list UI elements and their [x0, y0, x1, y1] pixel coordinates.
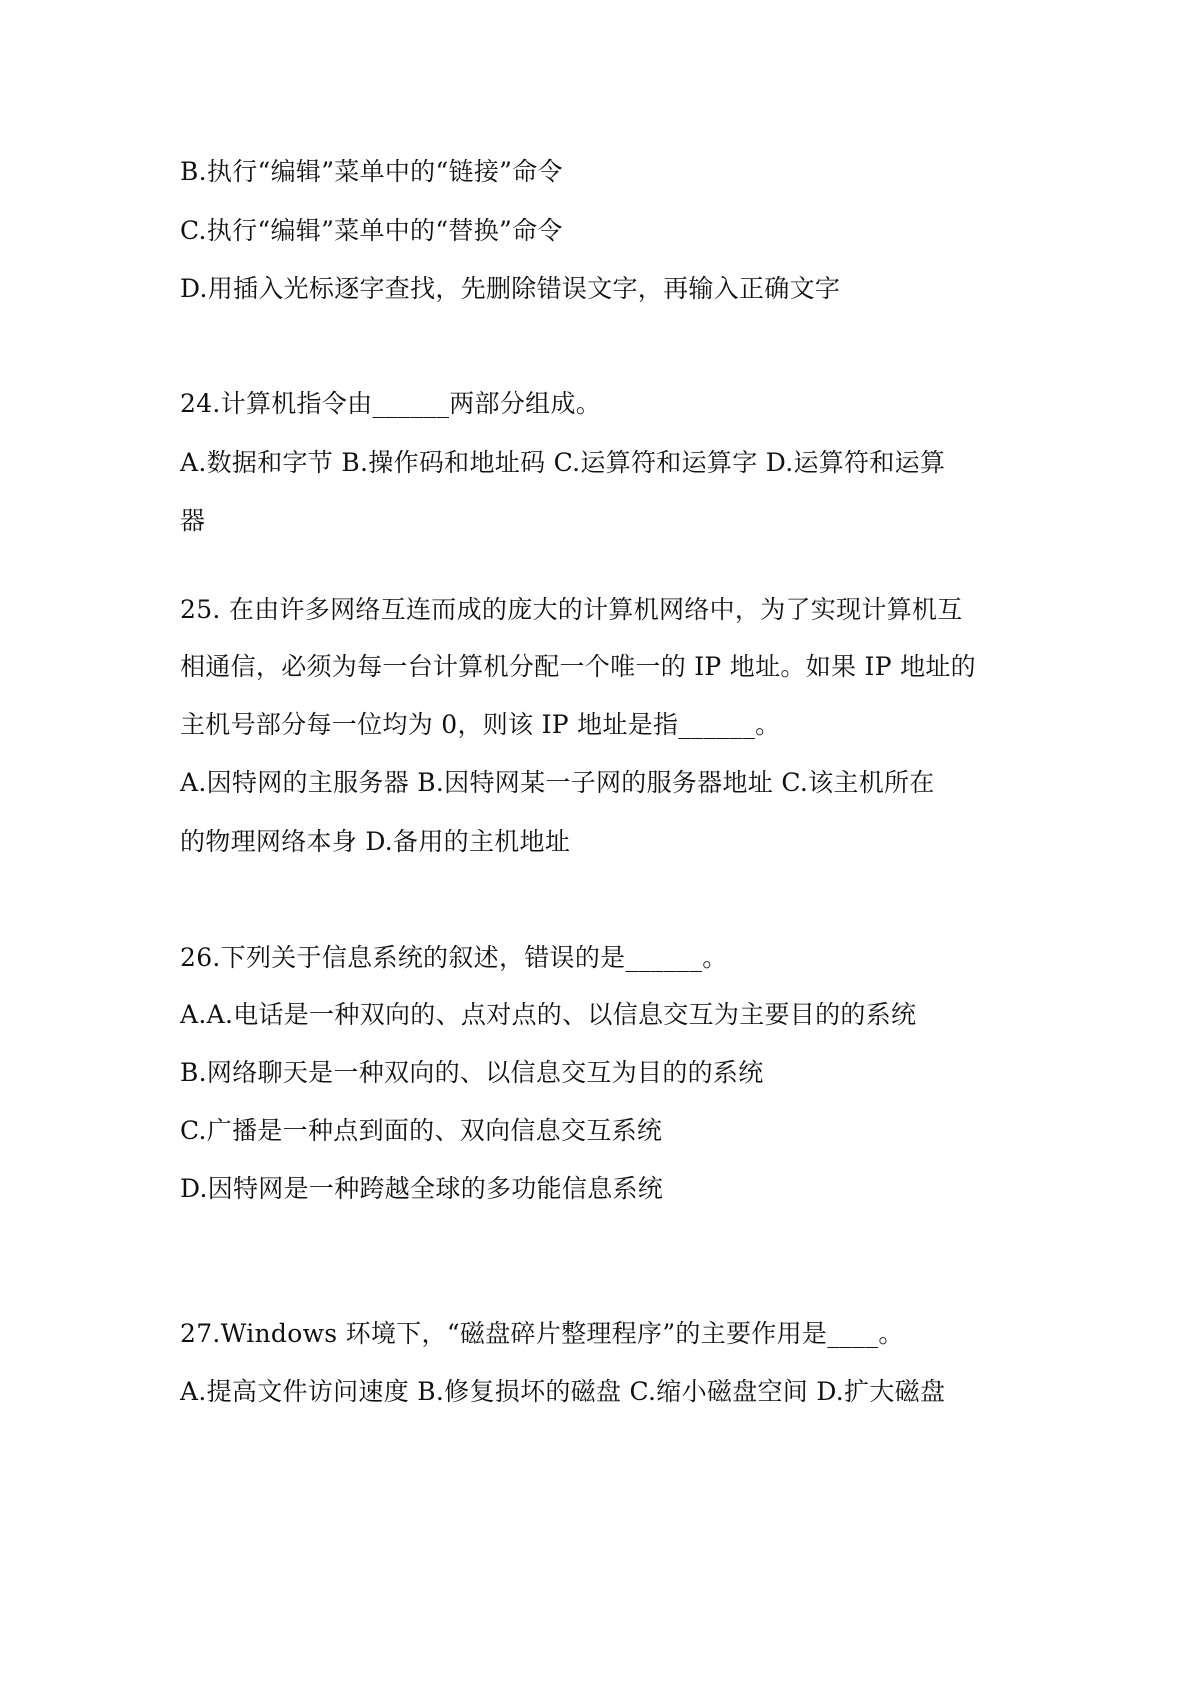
q25-question-line-3: 主机号部分每一位均为 0，则该 IP 地址是指______。 [180, 710, 781, 739]
q26-option-b: B.网络聊天是一种双向的、以信息交互为目的的系统 [180, 1058, 764, 1087]
q25-options-line-1: A.因特网的主服务器 B.因特网某一子网的服务器地址 C.该主机所在 [180, 768, 935, 797]
q27-options: A.提高文件访问速度 B.修复损坏的磁盘 C.缩小磁盘空间 D.扩大磁盘 [180, 1377, 946, 1406]
q26-option-a: A.A.电话是一种双向的、点对点的、以信息交互为主要目的的系统 [180, 1000, 917, 1029]
q26-question: 26.下列关于信息系统的叙述，错误的是______。 [180, 943, 728, 972]
q23-option-c: C.执行“编辑”菜单中的“替换”命令 [180, 216, 563, 245]
q26-option-c: C.广播是一种点到面的、双向信息交互系统 [180, 1116, 663, 1145]
q25-options-line-2: 的物理网络本身 D.备用的主机地址 [180, 827, 571, 856]
q27-question: 27.Windows 环境下，“磁盘碎片整理程序”的主要作用是____。 [180, 1319, 904, 1348]
q26-option-d: D.因特网是一种跨越全球的多功能信息系统 [180, 1174, 664, 1203]
q24-question: 24.计算机指令由______两部分组成。 [180, 389, 602, 418]
q24-options-continued: 器 [180, 506, 206, 535]
q24-options: A.数据和字节 B.操作码和地址码 C.运算符和运算字 D.运算符和运算 [180, 448, 946, 477]
q23-option-d: D.用插入光标逐字查找，先删除错误文字，再输入正确文字 [180, 274, 841, 303]
q25-question-line-1: 25. 在由许多网络互连而成的庞大的计算机网络中，为了实现计算机互 [180, 595, 963, 624]
q25-question-line-2: 相通信，必须为每一台计算机分配一个唯一的 IP 地址。如果 IP 地址的 [180, 652, 976, 681]
q23-option-b: B.执行“编辑”菜单中的“链接”命令 [180, 157, 563, 186]
